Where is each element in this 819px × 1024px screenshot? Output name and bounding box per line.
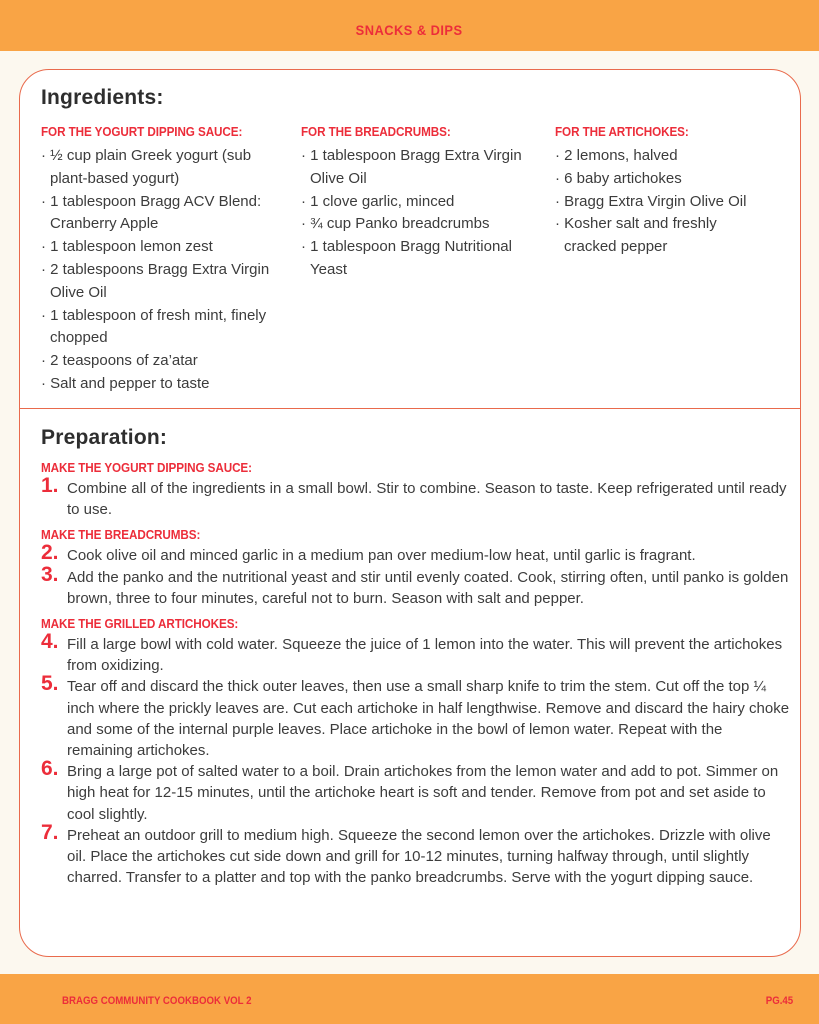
footer-band	[0, 974, 819, 1024]
ingredient-item: · Bragg Extra Virgin Olive Oil	[555, 191, 765, 214]
ingredient-item: · 1 tablespoon Bragg Nutritional Yeast	[301, 236, 541, 282]
step-number: 3.	[41, 562, 59, 586]
step-number: 7.	[41, 820, 59, 844]
ingredient-item: · ¾ cup Panko breadcrumbs	[301, 213, 541, 236]
ingredient-item: · 1 tablespoon Bragg Extra Virgin Olive Oil	[301, 145, 541, 191]
ingredient-column-breadcrumbs	[301, 124, 541, 282]
header-band	[0, 0, 819, 51]
step-text: Bring a large pot of salted water to a boil. Drain artichokes from the lemon water and add to pot. Simmer on high heat for 12-15 minutes, until the artichoke heart is soft and tender. Remove from pot and set aside to cool slightly.	[67, 763, 779, 823]
ingredient-item: · 1 clove garlic, minced	[301, 191, 541, 214]
prep-step	[41, 672, 791, 761]
ingredient-item: · 2 tablespoons Bragg Extra Virgin Olive Oil	[41, 259, 286, 305]
prep-step	[41, 474, 791, 520]
ingredient-item: · ½ cup plain Greek yogurt (sub plant-based yogurt)	[41, 145, 286, 191]
prep-step	[41, 630, 791, 676]
step-text: Tear off and discard the thick outer leaves, then use a small sharp knife to trim the stem. Cut off the top ¼ inch where the prickly leaves are. Cut each artichoke in half lengthwise. Remove and discard the hairy choke and some of the internal purple leaves. Place artichoke in the bowl of lemon water. Repeat with the remaining artichokes.	[67, 678, 790, 760]
ingredient-column-title: FOR THE ARTICHOKES:	[555, 124, 689, 139]
step-text: Add the panko and the nutritional yeast and stir until evenly coated. Cook, stirring often, until panko is golden brown, three to four minutes, careful not to burn. Season with salt and pepper.	[67, 568, 789, 607]
ingredient-item: · 2 teaspoons of za’atar	[41, 350, 286, 373]
ingredient-item: · 6 baby artichokes	[555, 168, 765, 191]
section-divider	[20, 408, 800, 409]
prep-group-yogurt-sauce	[41, 460, 791, 520]
prep-step	[41, 541, 791, 566]
prep-step	[41, 757, 791, 825]
step-number: 1.	[41, 474, 59, 497]
ingredient-item: · 1 tablespoon of fresh mint, finely chopped	[41, 305, 286, 351]
ingredient-item: · 1 tablespoon lemon zest	[41, 236, 286, 259]
prep-group-breadcrumbs	[41, 527, 791, 609]
step-number: 5.	[41, 672, 59, 696]
step-number: 2.	[41, 541, 59, 565]
section-title: SNACKS & DIPS	[356, 21, 463, 38]
ingredient-item: · Kosher salt and freshly cracked pepper	[555, 213, 765, 259]
preparation-steps	[41, 460, 791, 895]
ingredient-list	[41, 145, 286, 396]
ingredient-item: · 2 lemons, halved	[555, 145, 765, 168]
ingredient-list	[301, 145, 541, 282]
ingredient-item: · Salt and pepper to taste	[41, 373, 286, 396]
step-number: 4.	[41, 630, 59, 654]
ingredient-column-title: FOR THE BREADCRUMBS:	[301, 124, 451, 139]
ingredient-column-yogurt-sauce	[41, 124, 286, 396]
step-text: Preheat an outdoor grill to medium high. Squeeze the second lemon over the artichokes. Drizzle with olive oil. Place the artichokes cut side down and grill for 10-12 minutes, turning halfway through, until slightly charred. Transfer to a platter and top with the panko breadcrumbs. Serve with the yogurt dipping sauce.	[67, 826, 771, 887]
ingredient-list	[555, 145, 765, 259]
ingredient-column-artichokes	[555, 124, 765, 259]
preparation-heading: Preparation:	[41, 426, 168, 449]
book-title: BRAGG COMMUNITY COOKBOOK VOL 2	[62, 995, 252, 1007]
prep-step	[41, 562, 791, 609]
ingredient-column-title: FOR THE YOGURT DIPPING SAUCE:	[41, 124, 243, 139]
prep-group-artichokes	[41, 616, 791, 888]
recipe-card	[19, 69, 801, 957]
ingredient-item: · 1 tablespoon Bragg ACV Blend: Cranberry Apple	[41, 191, 286, 237]
prep-group-title: MAKE THE YOGURT DIPPING SAUCE:	[41, 460, 252, 475]
prep-step	[41, 820, 791, 889]
prep-group-title: MAKE THE GRILLED ARTICHOKES:	[41, 616, 239, 632]
step-number: 6.	[41, 757, 59, 781]
prep-group-title: MAKE THE BREADCRUMBS:	[41, 527, 201, 543]
step-text: Fill a large bowl with cold water. Squeeze the juice of 1 lemon into the water. This will prevent the artichokes from oxidizing.	[67, 636, 783, 675]
page-number: PG.45	[765, 995, 793, 1007]
ingredients-heading: Ingredients:	[41, 86, 164, 109]
step-text: Cook olive oil and minced garlic in a medium pan over medium-low heat, until garlic is fragrant.	[67, 547, 696, 565]
step-text: Combine all of the ingredients in a small bowl. Stir to combine. Season to taste. Keep refrigerated until ready to use.	[67, 480, 787, 519]
